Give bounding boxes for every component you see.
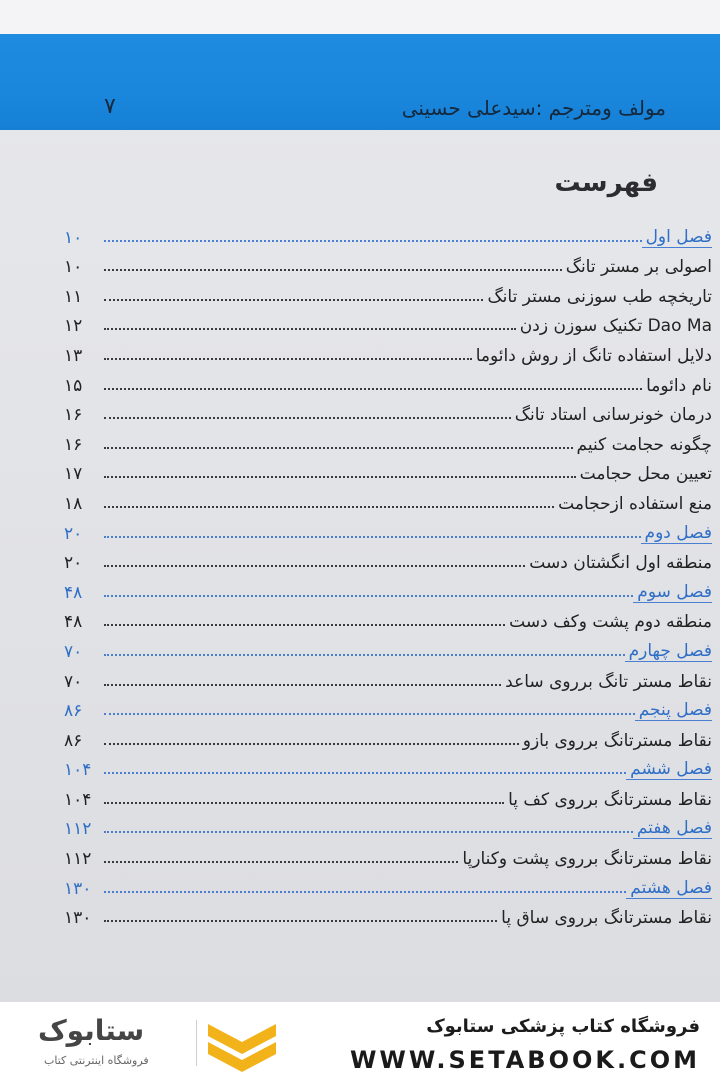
toc-page-number: ۱۰۴	[64, 789, 92, 810]
toc-row	[64, 839, 712, 869]
toc-leader-dots	[104, 595, 633, 597]
toc-entry-title: اصولی بر مستر تانگ	[565, 257, 712, 278]
logo-text: ستابوک	[38, 1014, 145, 1047]
toc-row	[64, 780, 712, 810]
toc-chapter-row	[64, 692, 712, 722]
toc-leader-dots	[104, 388, 642, 390]
toc-entry-title: تکنیک سوزن زدن Dao Ma	[519, 316, 712, 337]
toc-leader-dots	[104, 831, 633, 833]
toc-page-number: ۱۶	[64, 405, 83, 426]
toc-entry-title: فصل اول	[642, 227, 712, 248]
toc-page-number: ۱۳۰	[64, 908, 92, 929]
toc-row	[64, 899, 712, 929]
toc-leader-dots	[104, 417, 511, 419]
toc-leader-dots	[104, 920, 497, 922]
page-number: ۷	[104, 94, 116, 119]
toc-leader-dots	[104, 269, 562, 271]
toc-entry-title: دلایل استفاده تانگ از روش دائوما	[475, 345, 712, 366]
toc-entry-title: فصل هشتم	[626, 878, 712, 899]
toc-row	[64, 662, 712, 692]
toc-leader-dots	[104, 743, 519, 745]
toc-page-number: ۱۱	[64, 286, 83, 307]
toc-entry-title: فصل پنجم	[635, 700, 712, 721]
toc-page-number: ۲۰	[64, 553, 83, 574]
toc-entry-title: منطقه اول انگشتان دست	[529, 553, 712, 574]
toc-entry-title: نام دائوما	[646, 375, 712, 396]
toc-leader-dots	[104, 624, 505, 626]
toc-leader-dots	[104, 891, 626, 893]
toc-page-number: ۸۶	[64, 730, 83, 751]
toc-entry-title: فصل دوم	[641, 523, 712, 544]
table-of-contents	[64, 218, 712, 928]
toc-leader-dots	[104, 240, 642, 242]
toc-entry-title: نقاط مسترتانگ برروی بازو	[522, 730, 712, 751]
toc-leader-dots	[104, 861, 458, 863]
toc-leader-dots	[104, 476, 576, 478]
toc-entry-title: تاریخچه طب سوزنی مستر تانگ	[487, 286, 712, 307]
toc-leader-dots	[104, 506, 554, 508]
toc-row	[64, 336, 712, 366]
toc-entry-title: منع استفاده ازحجامت	[558, 493, 712, 514]
toc-chapter-row	[64, 869, 712, 899]
toc-page-number: ۷۰	[64, 641, 83, 662]
toc-leader-dots	[104, 772, 626, 774]
toc-entry-title: فصل سوم	[633, 582, 712, 603]
watermark-footer	[0, 1002, 720, 1080]
toc-row	[64, 307, 712, 337]
toc-entry-title: فصل ششم	[626, 759, 712, 780]
toc-page-number: ۱۶	[64, 434, 83, 455]
header-author-text: مولف ومترجم :سیدعلی حسینی	[401, 96, 666, 120]
toc-row	[64, 277, 712, 307]
toc-page-number: ۴۸	[64, 612, 83, 633]
toc-page-number: ۱۰	[64, 257, 83, 278]
page-header-band	[0, 34, 720, 130]
toc-entry-title: فصل چهارم	[625, 641, 712, 662]
toc-row	[64, 721, 712, 751]
toc-page-number: ۱۳۰	[64, 878, 92, 899]
toc-leader-dots	[104, 802, 504, 804]
toc-entry-title: درمان خونرسانی استاد تانگ	[514, 405, 712, 426]
toc-page-number: ۱۱۲	[64, 819, 92, 840]
toc-chapter-row	[64, 632, 712, 662]
toc-entry-title: نقاط مسترتانگ برروی پشت وکنارپا	[462, 849, 712, 870]
toc-chapter-row	[64, 514, 712, 544]
logo-divider	[196, 1020, 197, 1066]
shop-url[interactable]: WWW.SETABOOK.COM	[349, 1046, 700, 1074]
toc-page-number: ۱۵	[64, 375, 83, 396]
toc-row	[64, 603, 712, 633]
toc-page-number: ۱۷	[64, 464, 83, 485]
toc-page-number: ۱۸	[64, 493, 83, 514]
toc-title: فهرست	[554, 168, 658, 198]
toc-page-number: ۲۰	[64, 523, 83, 544]
page-top-margin	[0, 0, 720, 34]
toc-chapter-row	[64, 751, 712, 781]
toc-chapter-row	[64, 218, 712, 248]
toc-page-number: ۴۸	[64, 582, 83, 603]
toc-row	[64, 396, 712, 426]
toc-leader-dots	[104, 684, 501, 686]
logo-subtitle: فروشگاه اینترنتی کتاب	[44, 1054, 149, 1067]
toc-row	[64, 455, 712, 485]
toc-entry-title: نقاط مسترتانگ برروی ساق پا	[501, 908, 712, 929]
shop-name: فروشگاه کتاب پزشکی ستابوک	[426, 1016, 700, 1037]
toc-leader-dots	[104, 565, 525, 567]
toc-page-number: ۱۳	[64, 345, 83, 366]
toc-entry-title: منطقه دوم پشت وکف دست	[509, 612, 712, 633]
toc-page-number: ۱۱۲	[64, 849, 92, 870]
toc-entry-title: نقاط مستر تانگ برروی ساعد	[505, 671, 712, 692]
toc-leader-dots	[104, 328, 516, 330]
toc-leader-dots	[104, 654, 625, 656]
toc-leader-dots	[104, 358, 472, 360]
toc-chapter-row	[64, 810, 712, 840]
toc-leader-dots	[104, 447, 573, 449]
toc-leader-dots	[104, 713, 635, 715]
toc-page-number: ۱۰	[64, 227, 83, 248]
toc-page-number: ۱۰۴	[64, 760, 92, 781]
toc-entry-title: نقاط مسترتانگ برروی کف پا	[508, 789, 712, 810]
toc-row	[64, 366, 712, 396]
toc-entry-title: تعیین محل حجامت	[579, 464, 712, 485]
toc-row	[64, 484, 712, 514]
setabook-logo-icon	[206, 1016, 278, 1072]
toc-page-number: ۸۶	[64, 701, 83, 722]
toc-row	[64, 425, 712, 455]
toc-leader-dots	[104, 536, 641, 538]
toc-entry-title: چگونه حجامت کنیم	[576, 434, 712, 455]
toc-leader-dots	[104, 299, 483, 301]
toc-entry-title: فصل هفتم	[633, 818, 712, 839]
toc-row	[64, 544, 712, 574]
toc-row	[64, 248, 712, 278]
toc-chapter-row	[64, 573, 712, 603]
toc-page-number: ۷۰	[64, 671, 83, 692]
toc-page-number: ۱۲	[64, 316, 83, 337]
